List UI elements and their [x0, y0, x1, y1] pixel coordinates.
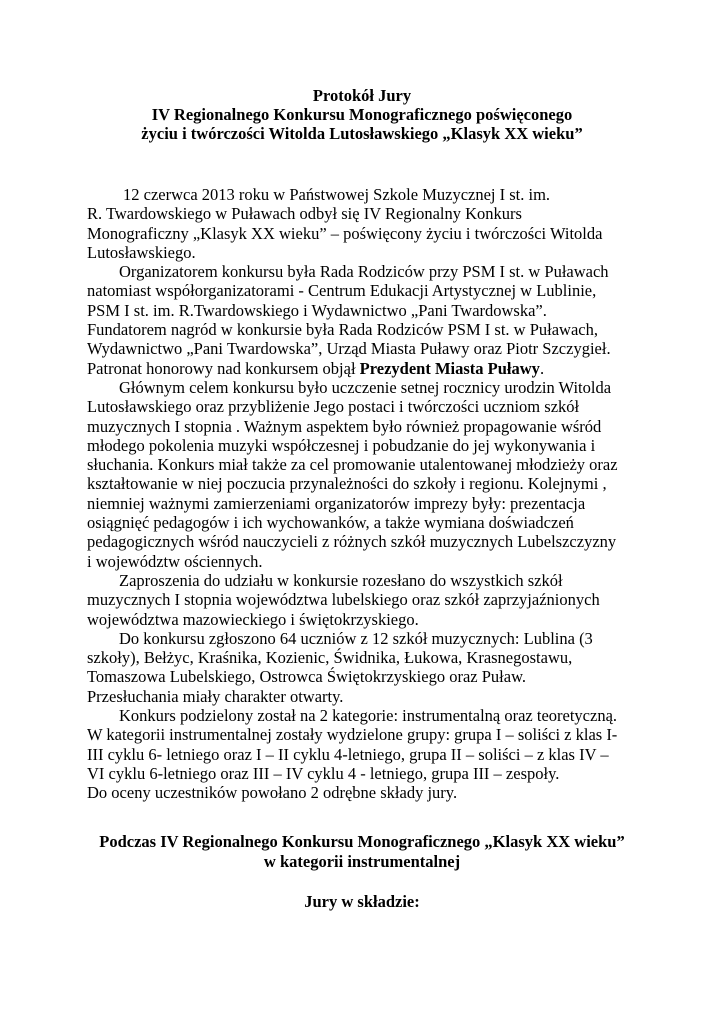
paragraph-6-line: III cyklu 6- letniego oraz I – II cyklu 4-letniego, grupa II – soliści – z klas IV – [87, 744, 609, 764]
paragraph-1-line: Monograficzny „Klasyk XX wieku” – poświęcony życiu i twórczości Witolda [87, 223, 603, 243]
paragraph-3-line: Głównym celem konkursu było uczczenie setnej rocznicy urodzin Witolda [119, 377, 612, 397]
patronage-bold: Prezydent Miasta Puławy [359, 358, 540, 378]
paragraph-4-line: muzycznych I stopnia województwa lubelskiego oraz szkół zaprzyjaźnionych [87, 590, 600, 610]
title-line-1: Protokół Jury [312, 86, 412, 105]
paragraph-3-line: muzycznych I stopnia . Ważnym aspektem było również propagowanie wśród [87, 416, 602, 436]
document-title [0, 86, 724, 143]
paragraph-2-patronage-line [87, 359, 633, 378]
title-line-2: IV Regionalnego Konkursu Monograficznego poświęconego [151, 105, 573, 124]
paragraph-3-line: i województw ościennych. [87, 551, 263, 571]
paragraph-5-line: Tomaszowa Lubelskiego, Ostrowca Świętokrzyskiego oraz Puław. [87, 667, 527, 687]
paragraph-4-line: województwa mazowieckiego i świętokrzyskiego. [87, 609, 419, 629]
paragraph-5-line: Przesłuchania miały charakter otwarty. [87, 686, 344, 706]
patronage-prefix: Patronat honorowy nad konkursem objął [87, 358, 360, 378]
paragraph-3-line: niemniej ważnymi zamierzeniami organizatorów imprezy były: prezentacja [87, 493, 586, 513]
paragraph-6-line: Do oceny uczestników powołano 2 odrębne składy jury. [87, 783, 458, 803]
paragraph-3-line: kształtowanie w niej poczucia przynależności do szkoły i regionu. Kolejnymi , [87, 474, 607, 494]
paragraph-3-line: pedagogicznych wśród nauczycieli z różnych szkół muzycznych Lubelszczyzny [87, 532, 617, 552]
paragraph-3-line: osiągnięć pedagogów i ich wychowanków, a także wymiana doświadczeń [87, 513, 574, 533]
title-line-3: życiu i twórczości Witolda Lutosławskiego „Klasyk XX wieku” [141, 124, 583, 143]
section-heading-line-1: Podczas IV Regionalnego Konkursu Monograficznego „Klasyk XX wieku” [99, 832, 625, 851]
jury-heading: Jury w składzie: [304, 892, 420, 911]
paragraph-1-line: R. Twardowskiego w Puławach odbył się IV Regionalny Konkurs [87, 204, 522, 224]
patronage-suffix: . [539, 358, 545, 378]
paragraph-3-line: młodego pokolenia muzyki współczesnej i pobudzanie do jej wykonywania i [87, 435, 596, 455]
paragraph-2-line: Organizatorem konkursu była Rada Rodziców przy PSM I st. w Puławach [119, 262, 609, 282]
paragraph-2-line: Fundatorem nagród w konkursie była Rada Rodziców PSM I st. w Puławach, [87, 320, 598, 340]
section-heading-line-2: w kategorii instrumentalnej [263, 851, 461, 871]
paragraph-5-line: Do konkursu zgłoszono 64 uczniów z 12 szkół muzycznych: Lublina (3 [119, 628, 593, 648]
paragraph-6-line: VI cyklu 6-letniego oraz III – IV cyklu 4 - letniego, grupa III – zespoły. [87, 763, 560, 783]
document-body [87, 185, 633, 803]
section-heading [0, 832, 724, 871]
paragraph-1-line: 12 czerwca 2013 roku w Państwowej Szkole Muzycznej I st. im. [123, 185, 551, 204]
paragraph-2-line: natomiast współorganizatorami - Centrum Edukacji Artystycznej w Lublinie, [87, 281, 597, 301]
paragraph-5-line: szkoły), Bełżyc, Kraśnika, Kozienic, Świdnika, Łukowa, Krasnegostawu, [87, 648, 573, 668]
paragraph-6-line: Konkurs podzielony został na 2 kategorie: instrumentalną oraz teoretyczną. [119, 706, 618, 726]
paragraph-3-line: Lutosławskiego oraz przybliżenie Jego postaci i twórczości uczniom szkół [87, 397, 580, 417]
paragraph-1-line: Lutosławskiego. [87, 242, 196, 262]
paragraph-4-line: Zaproszenia do udziału w konkursie rozesłano do wszystkich szkół [119, 570, 563, 590]
paragraph-2-line: Wydawnictwo „Pani Twardowska”, Urząd Miasta Puławy oraz Piotr Szczygieł. [87, 339, 611, 359]
paragraph-6-line: W kategorii instrumentalnej zostały wydzielone grupy: grupa I – soliści z klas I- [87, 725, 618, 745]
paragraph-2-line: PSM I st. im. R.Twardowskiego i Wydawnictwo „Pani Twardowska”. [87, 300, 547, 320]
paragraph-3-line: słuchania. Konkurs miał także za cel promowanie utalentowanej młodzieży oraz [87, 455, 618, 475]
